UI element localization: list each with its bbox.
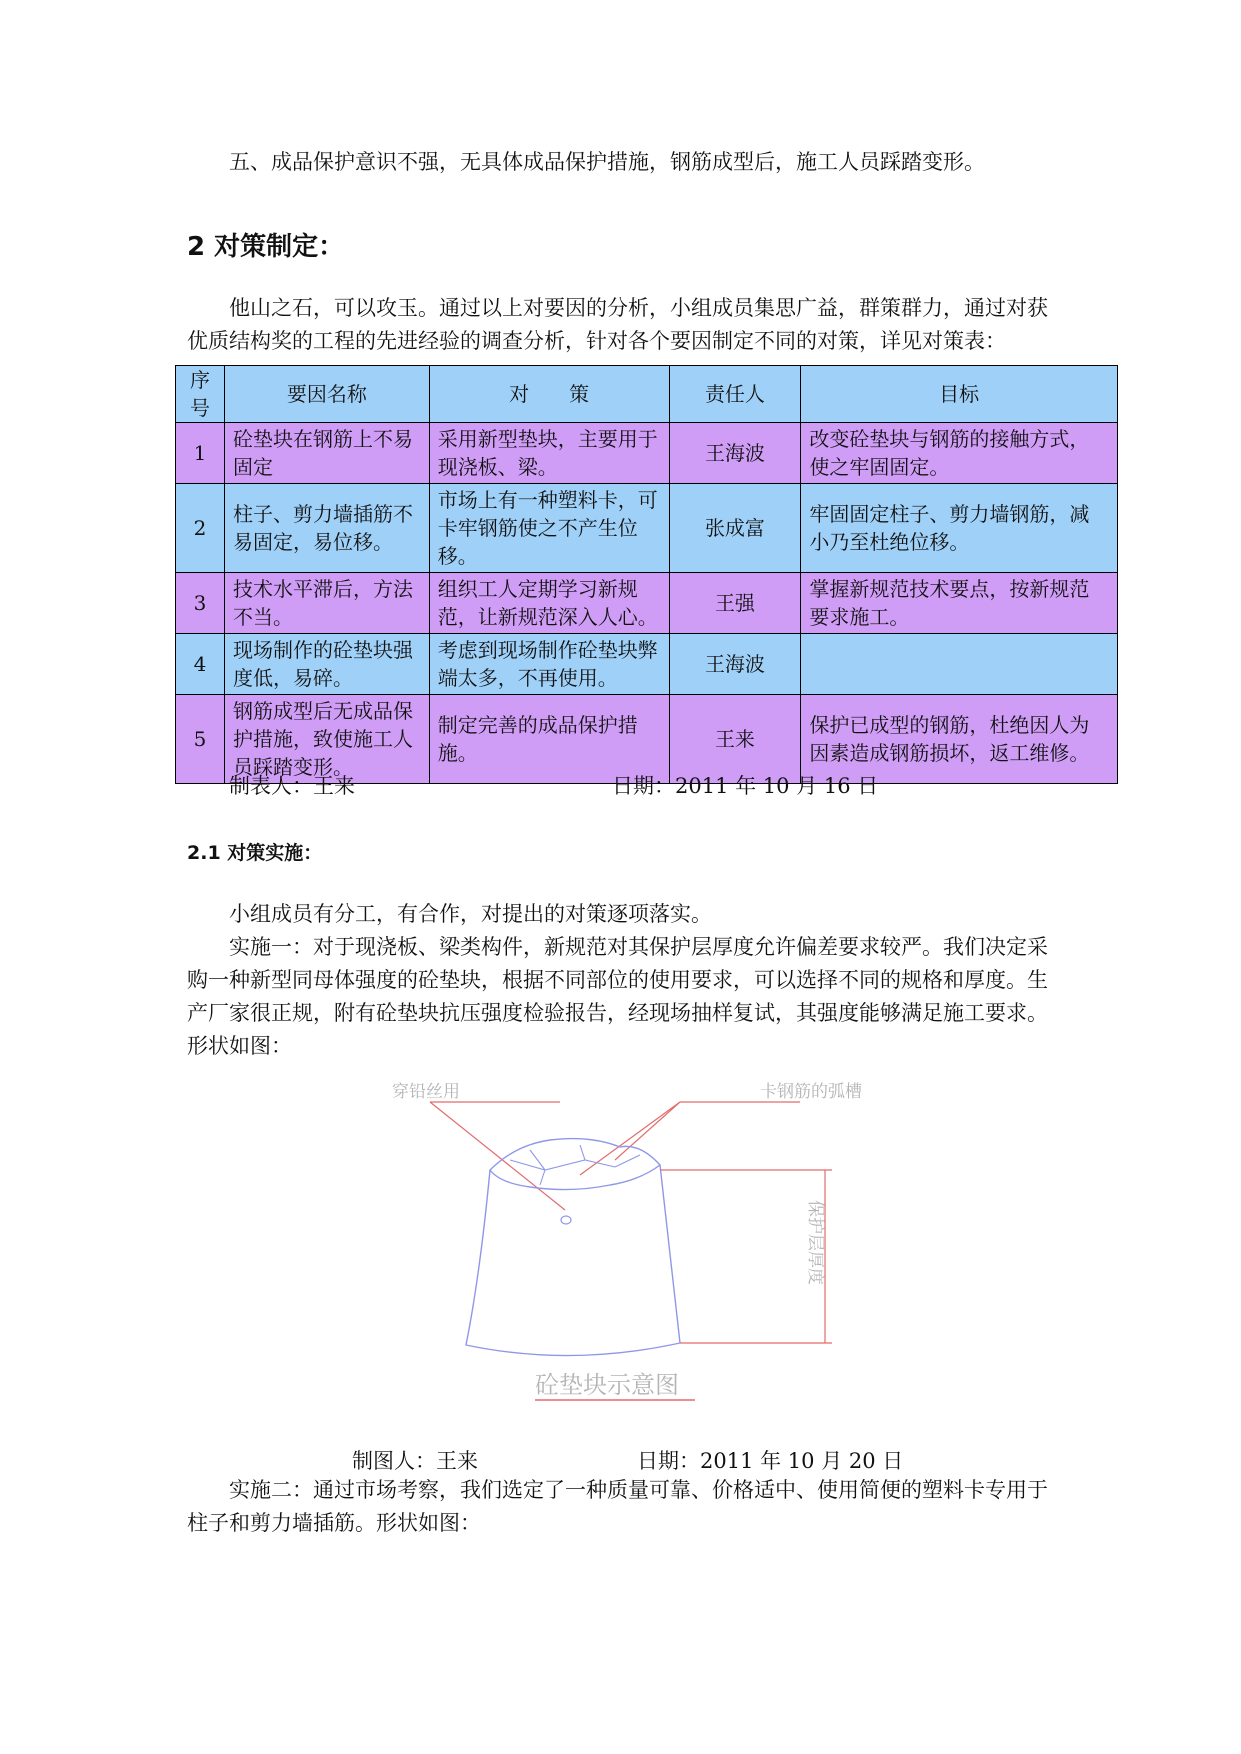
label-wire-hole: 穿铅丝用: [392, 1082, 460, 1102]
row-person: 张成富: [669, 484, 801, 573]
row-no: 4: [176, 634, 225, 695]
table-row: [176, 634, 1118, 695]
header-measure: 对 策: [429, 366, 669, 423]
row-person: 王来: [669, 695, 801, 784]
row-no: 2: [176, 484, 225, 573]
label-rebar-groove: 卡钢筋的弧槽: [760, 1082, 862, 1102]
label-cover-thickness: 保护层厚度: [805, 1200, 825, 1285]
row-cause: 砼垫块在钢筋上不易固定: [225, 423, 430, 484]
row-measure: 考虑到现场制作砼垫块弊端太多，不再使用。: [429, 634, 669, 695]
row-person: 王强: [669, 573, 801, 634]
row-goal: 掌握新规范技术要点，按新规范要求施工。: [801, 573, 1118, 634]
section-2-1-paragraph-3: 实施二：通过市场考察，我们选定了一种质量可靠、价格适中、使用简便的塑料卡专用于柱子和剪力墙插筋。形状如图：: [187, 1478, 1048, 1535]
row-measure: 制定完善的成品保护措施。: [429, 695, 669, 784]
table-date: 日期：2011 年 10 月 16 日: [612, 774, 879, 798]
row-no: 1: [176, 423, 225, 484]
header-person: 责任人: [669, 366, 801, 423]
table-row: [176, 423, 1118, 484]
section-2-1-title: 2.1 对策实施：: [187, 842, 323, 864]
diagram-caption: 砼垫块示意图: [535, 1371, 679, 1399]
header-no: 序号: [176, 366, 225, 423]
row-person: 王海波: [669, 634, 801, 695]
row-no: 3: [176, 573, 225, 634]
header-cause: 要因名称: [225, 366, 430, 423]
row-goal: 保护已成型的钢筋，杜绝因人为因素造成钢筋损坏，返工维修。: [801, 695, 1118, 784]
row-goal: 改变砼垫块与钢筋的接触方式，使之牢固固定。: [801, 423, 1118, 484]
section-2-1-paragraph-1: 小组成员有分工，有合作，对提出的对策逐项落实。: [229, 902, 712, 926]
spacer-block-diagram: [340, 1075, 900, 1405]
row-cause: 现场制作的砼垫块强度低，易碎。: [225, 634, 430, 695]
row-goal: 牢固固定柱子、剪力墙钢筋，减小乃至杜绝位移。: [801, 484, 1118, 573]
row-measure: 市场上有一种塑料卡，可卡牢钢筋使之不产生位移。: [429, 484, 669, 573]
intro-line: 五、成品保护意识不强，无具体成品保护措施，钢筋成型后，施工人员踩踏变形。: [229, 150, 985, 174]
row-cause: 技术水平滞后，方法不当。: [225, 573, 430, 634]
drawing-maker: 制图人：王来: [352, 1449, 478, 1473]
row-measure: 组织工人定期学习新规范，让新规范深入人心。: [429, 573, 669, 634]
row-person: 王海波: [669, 423, 801, 484]
row-cause: 钢筋成型后无成品保护措施，致使施工人员踩踏变形。: [225, 695, 430, 784]
row-no: 5: [176, 695, 225, 784]
row-cause: 柱子、剪力墙插筋不易固定，易位移。: [225, 484, 430, 573]
row-goal: [801, 634, 1118, 695]
row-measure: 采用新型垫块，主要用于现浇板、梁。: [429, 423, 669, 484]
table-header-row: [176, 366, 1118, 423]
table-row: [176, 484, 1118, 573]
section-2-title: 2 对策制定：: [187, 232, 345, 262]
section-2-paragraph: 他山之石，可以攻玉。通过以上对要因的分析，小组成员集思广益，群策群力，通过对获优质结构奖的工程的先进经验的调查分析，针对各个要因制定不同的对策，详见对策表：: [187, 296, 1048, 353]
drawing-date: 日期：2011 年 10 月 20 日: [637, 1449, 904, 1473]
header-goal: 目标: [801, 366, 1118, 423]
table-maker: 制表人：王来: [229, 774, 355, 798]
table-row: [176, 573, 1118, 634]
section-2-1-paragraph-2: 实施一：对于现浇板、梁类构件，新规范对其保护层厚度允许偏差要求较严。我们决定采购一种新型同母体强度的砼垫块，根据不同部位的使用要求，可以选择不同的规格和厚度。生产厂家很正规，附有砼垫块抗压强度检验报告，经现场抽样复试，其强度能够满足施工要求。形状如图：: [187, 935, 1048, 1058]
measures-table: [175, 365, 1118, 784]
